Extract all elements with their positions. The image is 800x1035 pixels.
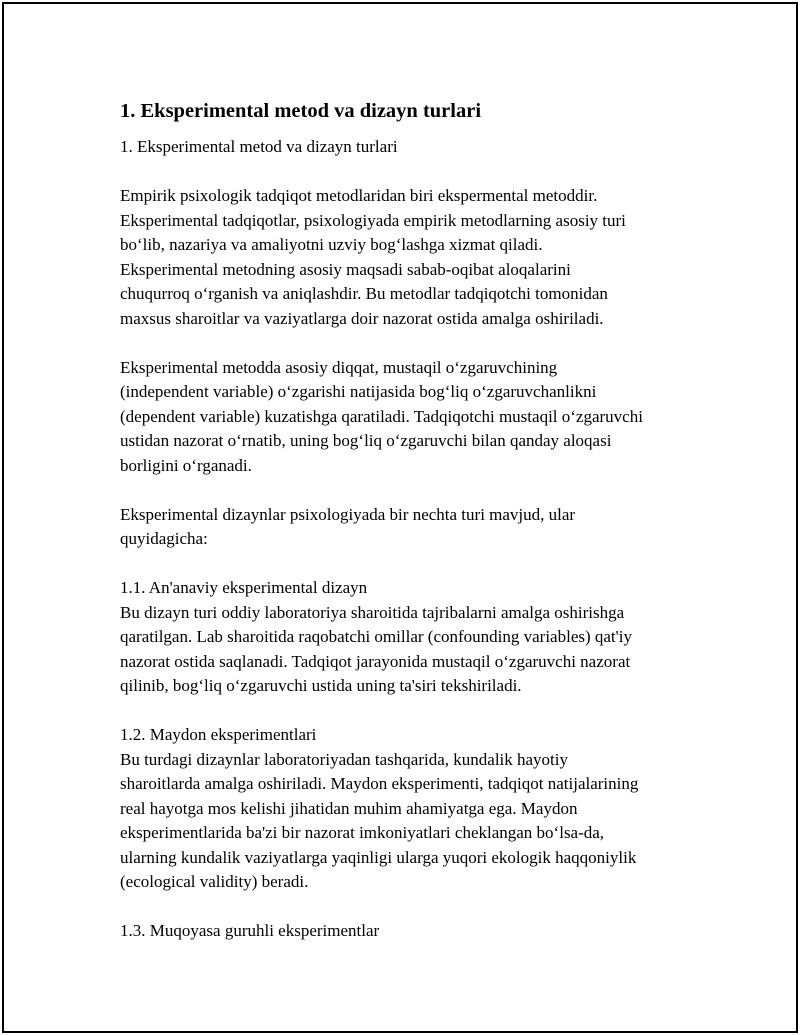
paragraph-variables — [120, 356, 710, 479]
paragraph-line: Eksperimental metodda asosiy diqqat, mustaqil o‘zgaruvchining — [120, 357, 558, 377]
paragraph-line: maxsus sharoitlar va vaziyatlarga doir nazorat ostida amalga oshiriladi. — [120, 308, 604, 328]
document-title: 1. Eksperimental metod va dizayn turlari — [120, 100, 482, 122]
paragraph-line: Empirik psixologik tadqiqot metodlaridan biri ekspermental metoddir. — [120, 186, 598, 205]
paragraph-line: Eksperimental tadqiqotlar, psixologiyada empirik metodlarning asosiy turi — [120, 210, 626, 230]
paragraph-line: borligini o‘rganadi. — [120, 455, 252, 475]
document-body — [120, 97, 710, 968]
section-heading: 1.3. Muqoyasa guruhli eksperimentlar — [120, 921, 380, 940]
section-line: real hayotga mos kelishi jihatidan muhim ahamiyatga ega. Maydon — [120, 798, 578, 818]
document-subtitle — [120, 135, 710, 160]
section-traditional-design — [120, 576, 710, 699]
paragraph-line: Eksperimental dizaynlar psixologiyada bir nechta turi mavjud, ular — [120, 504, 576, 524]
paragraph-intro — [120, 184, 710, 331]
section-line: (ecological validity) beradi. — [120, 872, 309, 891]
paragraph-line: bo‘lib, nazariya va amaliyotni uzviy bog‘lashga xizmat qiladi. — [120, 235, 543, 254]
section-line: Bu dizayn turi oddiy laboratoriya sharoitida tajribalarni amalga oshirishga — [120, 602, 625, 622]
section-line: nazorat ostida saqlanadi. Tadqiqot jarayonida mustaqil o‘zgaruvchi nazorat — [120, 651, 631, 671]
section-line: eksperimentlarida ba'zi bir nazorat imkoniyatlari cheklangan bo‘lsa-da, — [120, 823, 605, 842]
paragraph-line: chuqurroq o‘rganish va aniqlashdir. Bu metodlar tadqiqotchi tomonidan — [120, 284, 608, 303]
paragraph-line: (dependent variable) kuzatishga qaratiladi. Tadqiqotchi mustaqil o‘zgaruvchi — [120, 406, 643, 426]
section-line: Bu turdagi dizaynlar laboratoriyadan tashqarida, kundalik hayotiy — [120, 749, 569, 769]
section-line: qaratilgan. Lab sharoitida raqobatchi omillar (confounding variables) qat'iy — [120, 627, 632, 646]
paragraph-line: ustidan nazorat o‘rnatib, uning bog‘liq o‘zgaruvchi bilan qanday aloqasi — [120, 431, 612, 450]
paragraph-line: quyidagicha: — [120, 529, 208, 548]
subtitle-text: 1. Eksperimental metod va dizayn turlari — [120, 137, 398, 156]
section-heading: 1.2. Maydon eksperimentlari — [120, 725, 317, 744]
section-comparison-groups — [120, 919, 710, 944]
paragraph-line: Eksperimental metodning asosiy maqsadi sabab-oqibat aloqalarini — [120, 259, 571, 279]
section-line: ularning kundalik vaziyatlarga yaqinligi ularga yuqori ekologik haqqoniylik — [120, 847, 637, 867]
paragraph-line: (independent variable) o‘zgarishi natijasida bog‘liq o‘zgaruvchanlikni — [120, 382, 597, 401]
section-line: qilinib, bog‘liq o‘zgaruvchi ustida uning ta'siri tekshiriladi. — [120, 676, 522, 695]
section-line: sharoitlarda amalga oshiriladi. Maydon eksperimenti, tadqiqot natijalarining — [120, 774, 639, 793]
document-page — [2, 2, 798, 1033]
section-heading: 1.1. An'anaviy eksperimental dizayn — [120, 578, 368, 597]
section-field-experiments — [120, 723, 710, 895]
paragraph-design-types — [120, 503, 710, 552]
